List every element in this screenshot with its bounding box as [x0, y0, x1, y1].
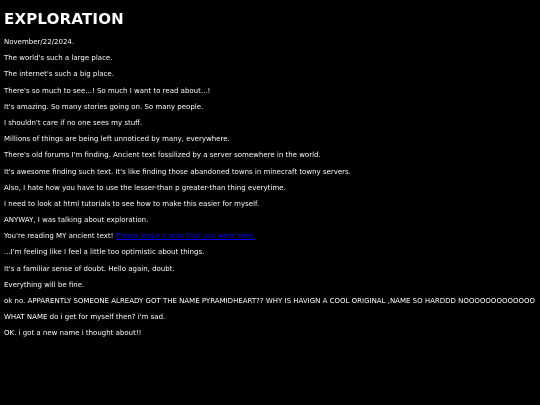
entry-line: ANYWAY, I was talking about exploration. [4, 216, 149, 225]
guestbook-link[interactable]: Please leave a note that you were here. [115, 232, 256, 241]
entry-line: ok no. APPARENTLY SOMEONE ALREADY GOT THE NAME PYRAMIDHEART?? WHY IS HAVIGN A COOL ORIGINAL ,NAME SO HARDDD NOOOOOOOOOOOOO [4, 297, 536, 305]
page-title: EXPLORATION [4, 10, 124, 28]
entry-line: Also, I hate how you have to use the lesser-than p greater-than thing everytime. [4, 183, 286, 192]
entry-line: I shouldn't care if no one sees my stuff. [4, 118, 143, 127]
entry-line: Millions of things are being left unnoticed by many, everywhere. [4, 135, 230, 144]
entry-line: ...I'm feeling like I feel a little too optimistic about things. [4, 248, 205, 257]
entry-line-with-link [4, 232, 540, 240]
entry-line: OK. i got a new name i thought about!! [4, 329, 142, 338]
entry-line: WHAT NAME do i get for myself then? i'm sad. [4, 313, 166, 322]
entry-line: It's amazing. So many stories going on. So many people. [4, 102, 204, 111]
entry-line: The internet's such a big place. [4, 70, 114, 79]
entry-line: It's a familiar sense of doubt. Hello again, doubt. [4, 264, 175, 273]
journal-entries [4, 38, 540, 337]
entry-line: There's so much to see...! So much I want to read about...! [4, 86, 211, 95]
entry-line: I need to look at html tutorials to see how to make this easier for myself. [4, 199, 260, 208]
entry-line: It's awesome finding such text. It's like finding those abandoned towns in minecraft towny servers. [4, 167, 351, 176]
entry-line: The world's such a large place. [4, 54, 113, 63]
entry-link-prefix: You're reading MY ancient text! [4, 232, 116, 241]
entry-line: November/22/2024. [4, 38, 75, 46]
entry-line: Everything will be fine. [4, 280, 85, 289]
entry-line: There's old forums I'm finding. Ancient text fossilized by a server somewhere in the world. [4, 151, 321, 160]
